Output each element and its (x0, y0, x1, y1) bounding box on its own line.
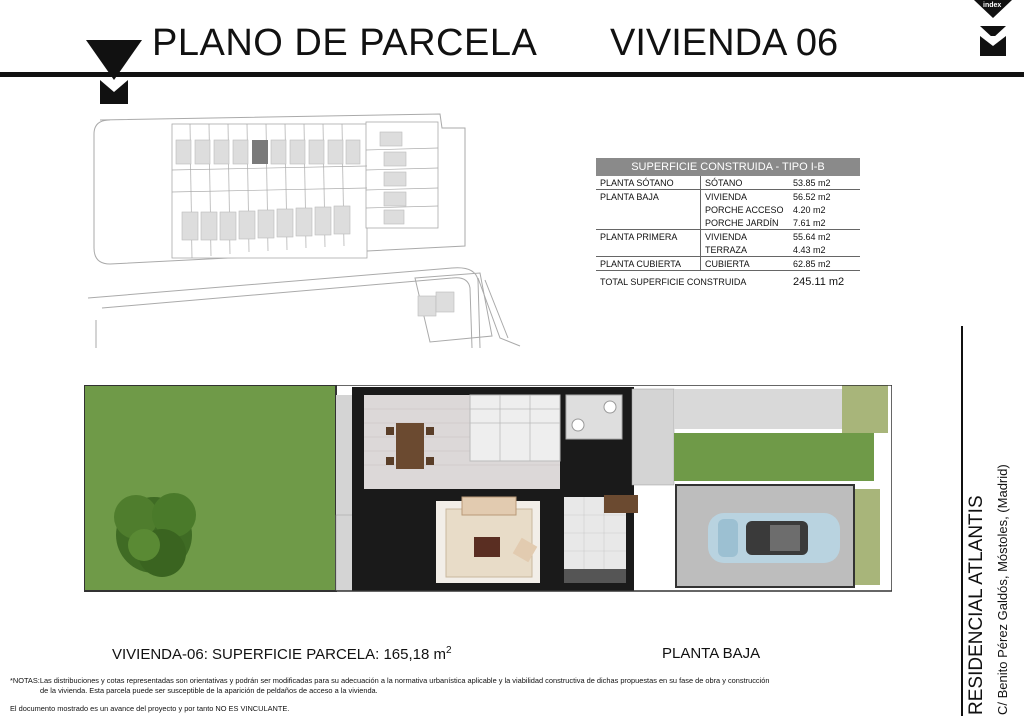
page-title: PLANO DE PARCELA (152, 22, 538, 64)
entrance-path (674, 389, 844, 429)
coffee-table (474, 537, 500, 557)
notes (10, 676, 910, 714)
superficie-table-heading: SUPERFICIE CONSTRUIDA - TIPO I-B (596, 158, 860, 176)
table-row: PLANTA CUBIERTA CUBIERTA 62.85 m2 (596, 257, 860, 271)
highlighted-plot (252, 140, 268, 164)
staircase (470, 395, 560, 461)
table-row: PLANTA PRIMERA VIVIENDA 55.64 m2 (596, 230, 860, 244)
sofa (462, 497, 516, 515)
notes-line-3: El documento mostrado es un avance del proyecto y por tanto NO ES VINCULANTE. (10, 704, 290, 713)
brand-logo-text: index (983, 2, 1002, 9)
kitchen-counter (564, 569, 626, 583)
table-row: PLANTA SÓTANO SÓTANO 53.85 m2 (600, 177, 831, 188)
floor-caption: PLANTA BAJA (662, 645, 761, 662)
site-plan (80, 108, 530, 353)
parcel-area-text: VIVIENDA-06: SUPERFICIE PARCELA: 165,18 m (112, 646, 447, 663)
unit-title: VIVIENDA 06 (610, 22, 839, 64)
front-porch (632, 389, 674, 485)
sidebar-divider (961, 326, 963, 716)
hedge-top (842, 385, 888, 433)
project-address: C/ Benito Pérez Galdós, Móstoles, (Madrid) (995, 464, 1010, 715)
kitchen-table (604, 495, 638, 513)
brand-logo (970, 0, 1016, 60)
parcel-area-unit-exponent: 2 (446, 645, 452, 656)
car-icon (708, 513, 840, 563)
project-name: RESIDENCIAL ATLANTIS (966, 495, 987, 715)
table-row: PORCHE JARDÍN 7.61 m2 (596, 216, 860, 230)
parcel-area-caption (112, 645, 452, 663)
table-total-row: TOTAL SUPERFICIE CONSTRUIDA 245.11 m2 (596, 271, 860, 290)
table-row: PLANTA BAJA VIVIENDA 56.52 m2 (596, 190, 860, 204)
notes-line-2: de la vivienda. Esta parcela puede ser susceptible de la aparición de peldaños de acceso a la vivienda. (40, 686, 378, 695)
header-rule (0, 72, 1024, 77)
notes-line-1: *NOTAS:Las distribuciones y cotas representadas son orientativas y podrán ser modificadas para su adecuación a la normativa urbanística aplicable y la viabilidad constructiva de dichas propuestas en su fase de obra y construcción (10, 676, 770, 685)
table-row: TERRAZA 4.43 m2 (596, 243, 860, 257)
floor-plan (84, 385, 892, 595)
superficie-table (596, 158, 860, 289)
front-lawn (674, 433, 874, 481)
hedge-bottom (854, 489, 880, 585)
table-row: PORCHE ACCESO 4.20 m2 (596, 203, 860, 216)
garden-lawn (84, 385, 336, 591)
